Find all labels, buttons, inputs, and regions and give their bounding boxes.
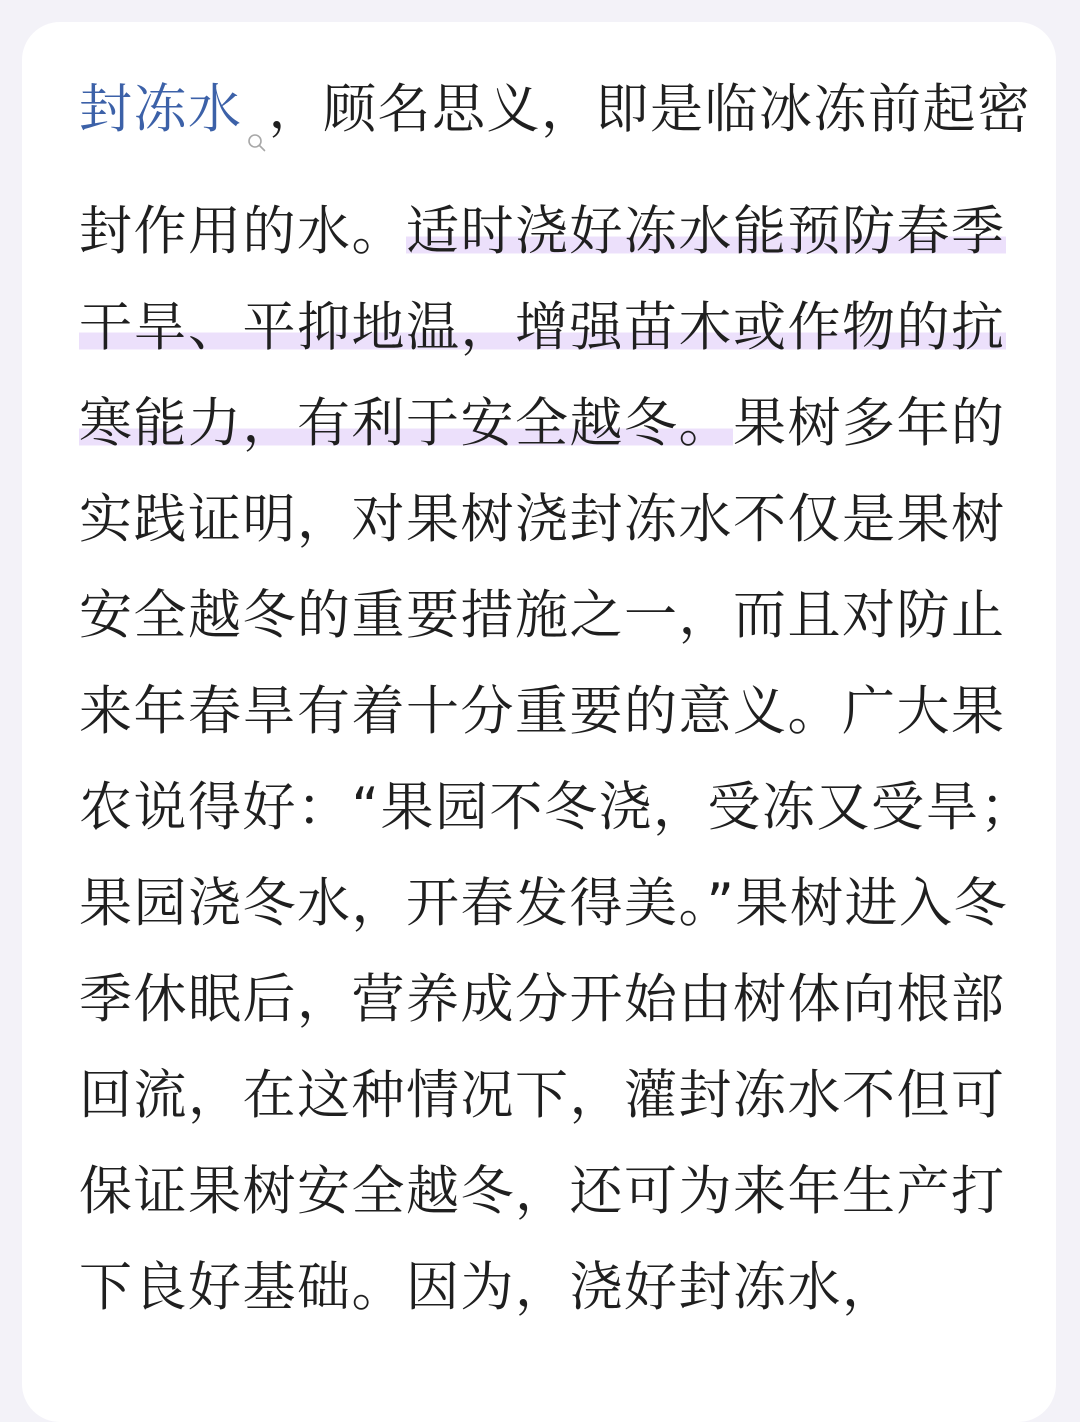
content-card — [22, 22, 1056, 1422]
keyword-link-fengdongshui[interactable] — [79, 79, 269, 140]
search-icon[interactable] — [247, 88, 267, 184]
text-after-highlight: 果树多年的实践证明，对果树浇封冻水不仅是果树安全越冬的重要措施之一，而且对防止来年春旱有着十分重要的意义。广大果农说得好：“果园不冬浇，受冻又受旱；果园浇冬水，开春发得美。”果树进入冬季休眠后，营养成分开始由树体向根部回流，在这种情况下，灌封冻水不但可保证果树安全越冬，还可为来年生产打下良好基础。因为，浇好封冻水， — [79, 393, 1035, 1318]
text-before-highlight: ，顾名思义，即是临冰冻前起密封作用的水。 — [79, 79, 1032, 262]
article-paragraph — [79, 62, 1054, 1336]
keyword-text: 封冻水 — [79, 79, 243, 140]
highlighted-sentence[interactable]: 适时浇好冻水能预防春季干旱、平抑地温，增强苗木或作物的抗寒能力，有利于安全越冬。 — [79, 201, 1006, 454]
